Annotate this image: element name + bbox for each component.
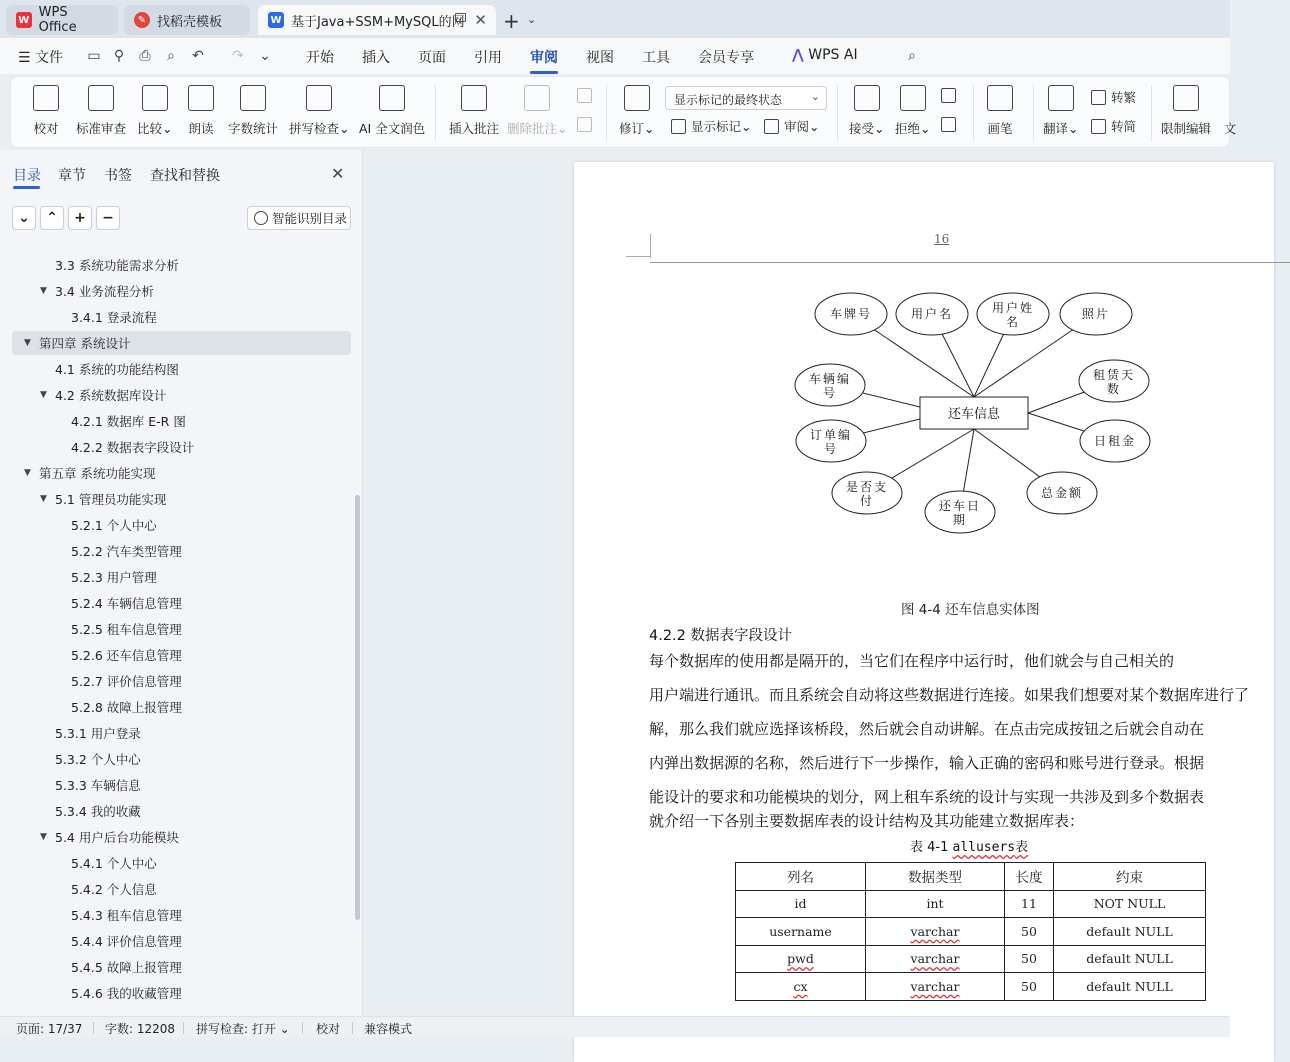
toc-item[interactable] [0,617,350,641]
magic-wand-icon [379,85,405,111]
er-diagram [574,162,1274,602]
menu-reference[interactable]: 引用 [474,50,502,66]
reject-button[interactable]: 拒绝⌄ [895,85,931,137]
tab-label: WPS Office [38,5,77,35]
search-icon[interactable]: ⌕ [908,48,916,64]
table-cell: varchar [866,918,1005,946]
expand-triangle-icon[interactable]: ▼ [24,338,31,348]
page-number: 16 [934,232,950,246]
show-markup-icon [671,119,686,134]
toc-item[interactable] [0,851,350,875]
track-changes-icon [624,85,650,111]
tab-docer[interactable] [124,5,250,35]
previous-change-icon [941,88,956,103]
toc-item-label: 3.4 业务流程分析 [55,284,154,299]
previous-comment-button[interactable] [577,88,597,103]
translate-button[interactable]: 翻译⌄ [1043,85,1079,137]
next-change-button[interactable] [941,117,961,132]
toc-item[interactable] [0,305,350,329]
show-markup-button[interactable]: 显示标记 ⌄ [671,117,752,135]
toc-item-label: 5.4.1 个人中心 [71,856,157,871]
proofread-icon [33,85,59,111]
restrict-edit-icon [1173,85,1199,111]
toc-item[interactable] [0,695,350,719]
share-icon[interactable]: ⚲ [113,48,125,64]
er-attribute-label: 期 [952,513,968,527]
previous-comment-icon [577,88,592,103]
table-cell: 50 [1005,973,1054,1001]
toc-item-label: 5.3.2 个人中心 [55,752,141,767]
er-entity-label: 还车信息 [947,407,1001,422]
toc-item[interactable] [0,331,350,355]
compare-icon [142,85,168,111]
er-attribute-label: 照片 [1081,307,1111,321]
toc-item[interactable] [0,747,350,771]
accept-icon [854,85,880,111]
pen-button[interactable]: 画笔 [987,85,1013,137]
traditional-icon [1091,90,1106,105]
tab-find-replace[interactable]: 查找和替换 [150,168,220,184]
status-divider [93,1022,94,1034]
toc-item-label: 4.2 系统数据库设计 [55,388,167,403]
active-menu-indicator [530,71,558,74]
read-aloud-icon [188,85,214,111]
word-count[interactable]: 字数: 12208 [105,1022,176,1036]
standard-review-icon [88,85,114,111]
print-preview-icon[interactable]: ⌕ [167,48,175,64]
next-comment-button[interactable] [577,117,597,132]
document-encrypt-button[interactable]: 文 [1223,121,1237,136]
tab-chapter[interactable]: 章节 [58,168,86,184]
toc-item-label: 第五章 系统功能实现 [39,466,156,481]
er-attribute-label: 是否支 [845,480,889,494]
table-header: 列名 [736,863,866,891]
toc-item[interactable] [0,825,350,849]
new-tab-plus-icon[interactable]: + [503,9,520,33]
delete-comment-button[interactable]: 删除批注⌄ [507,85,568,137]
read-aloud-button[interactable]: 朗读 [188,85,214,137]
paragraph-line: 每个数据库的使用都是隔开的，当它们在程序中运行时，他们就会与自己相关的 [649,652,1175,670]
navigation-panel [0,150,363,1016]
wps-ai-icon: ⋀ [792,47,804,63]
table-row [736,973,1206,1001]
pen-icon [987,85,1013,111]
toc-item[interactable] [0,279,350,303]
table-cell: NOT NULL [1054,890,1206,918]
toc-item-label: 5.4.6 我的收藏管理 [71,986,182,1001]
toc-item[interactable] [0,929,350,953]
toc-item-label: 3.4.1 登录流程 [71,310,157,325]
insert-comment-icon [461,85,487,111]
toc-item-label: 3.3 系统功能需求分析 [55,258,179,273]
compat-mode: 兼容模式 [364,1022,413,1036]
paragraph-line: 内弹出数据源的名称，然后进行下一步操作，输入正确的密码和账号进行登录。根据 [649,754,1205,772]
er-attribute-label: 付 [859,494,875,508]
toc-item-label: 5.4.4 评价信息管理 [71,934,182,949]
monitor-icon[interactable] [455,13,466,22]
table-cell: 11 [1005,890,1054,918]
er-attribute-label: 名 [1005,315,1021,329]
smart-toc-button[interactable]: 智能识别目录 [247,206,351,230]
toc-item-label: 5.2.5 租车信息管理 [71,622,182,637]
ribbon-divider [973,85,974,141]
tab-toc[interactable]: 目录 [13,168,41,184]
menu-tools[interactable]: 工具 [642,50,670,66]
remove-toc-button[interactable]: − [96,206,120,230]
toc-item-label: 第四章 系统设计 [39,336,131,351]
toc-scrollbar[interactable] [355,495,360,920]
translate-icon [1048,85,1074,111]
expand-triangle-icon[interactable]: ▼ [24,468,31,478]
toc-item-label: 5.3.1 用户登录 [55,726,141,741]
toc-item-label: 5.3.4 我的收藏 [55,804,141,819]
spell-check-icon [306,85,332,111]
menu-start[interactable]: 开始 [306,50,334,66]
table-cell: id [736,890,866,918]
reject-icon [900,85,926,111]
toc-item[interactable] [0,669,350,693]
status-divider [352,1022,353,1034]
er-attribute-label: 用户姓 [991,301,1035,315]
restrict-edit-button[interactable]: 限制编辑 [1161,85,1211,137]
paragraph-line: 能设计的要求和功能模块的划分，网上租车系统的设计与实现一共涉及到多个数据表 [649,788,1205,806]
paragraph-line: 就介绍一下各别主要数据库表的设计结构及其功能建立数据库表： [649,812,1085,830]
toc-item-label: 5.4.3 租车信息管理 [71,908,182,923]
toc-item[interactable] [0,435,350,459]
toc-item[interactable] [0,955,350,979]
table-caption: 表 4-1 allusers表 [910,840,1029,855]
collapse-up-button[interactable]: ⌃ [40,206,64,230]
tab-wps-office[interactable] [6,5,118,35]
docer-icon: ✎ [134,12,150,28]
tab-document[interactable] [258,5,496,35]
table-cell: int [866,890,1005,918]
table-cell: varchar [866,945,1005,973]
simplified-icon [1091,119,1106,134]
markup-state-select[interactable]: 显示标记的最终状态 ⌄ [665,86,827,110]
table-cell: 50 [1005,945,1054,973]
toc-item-label: 5.4 用户后台功能模块 [55,830,179,845]
chevron-down-icon: ⌄ [810,90,820,103]
status-bar [0,1016,1230,1037]
expand-triangle-icon[interactable]: ▼ [40,286,47,296]
active-tab-indicator [13,186,40,189]
paragraph-line: 用户端进行通讯。而且系统会自动将这些数据进行连接。如果我们想要对某个数据库进行了 [649,686,1250,704]
toc-item-label: 5.1 管理员功能实现 [55,492,167,507]
table-cell: pwd [736,945,866,973]
next-comment-icon [577,117,592,132]
file-menu[interactable]: ☰ 文件 [18,50,64,66]
menu-bar [0,38,1230,74]
menu-insert[interactable]: 插入 [362,50,390,66]
toc-item[interactable] [0,643,350,667]
table-cell: username [736,918,866,946]
close-icon[interactable]: ✕ [474,11,487,29]
close-icon[interactable]: ✕ [331,164,345,183]
toc-item-label: 5.2.7 评价信息管理 [71,674,182,689]
word-doc-icon: W [268,12,284,28]
review-pane-icon [764,119,779,134]
toc-item[interactable] [0,877,350,901]
toc-item[interactable] [0,487,350,511]
title-bar [0,0,1230,38]
toc-item-label: 5.2.2 汽车类型管理 [71,544,182,559]
toc-item[interactable] [0,539,350,563]
toc-item[interactable] [0,799,350,823]
wps-logo-icon: W [16,12,32,28]
er-attribute-label: 用户名 [910,307,954,321]
toc-item-label: 5.2.1 个人中心 [71,518,157,533]
ribbon-divider [1033,85,1034,141]
toc-item-label: 5.2.8 故障上报管理 [71,700,182,715]
tab-label: 找稻壳模板 [157,14,223,30]
toc-item[interactable] [0,513,350,537]
table-row [736,918,1206,946]
to-simplified-button[interactable]: 转简 [1091,117,1136,135]
er-attribute-label: 订单编 [809,428,853,442]
expand-triangle-icon[interactable]: ▼ [40,832,47,842]
delete-comment-icon [524,85,550,111]
menu-view[interactable]: 视图 [586,50,614,66]
toc-item[interactable] [0,253,350,277]
table-cell: default NULL [1054,973,1206,1001]
toc-item[interactable] [0,773,350,797]
toc-item[interactable] [0,357,350,381]
toc-item-label: 4.2.2 数据表字段设计 [71,440,195,455]
ribbon-divider [606,85,607,141]
toc-item-label: 5.2.6 还车信息管理 [71,648,182,663]
spell-check-button[interactable]: 拼写检查⌄ [289,85,350,137]
toc-item-label: 4.1 系统的功能结构图 [55,362,179,377]
er-attribute-label: 还车日 [938,499,982,513]
redo-icon[interactable]: ↷ [232,48,244,64]
spell-check-status[interactable]: 拼写检查: 打开 ⌄ [196,1022,290,1036]
menu-wps-ai[interactable]: ⋀ WPS AI [792,47,858,63]
chevron-down-icon[interactable]: ⌄ [259,48,271,64]
menu-member[interactable]: 会员专享 [698,50,754,66]
ribbon-divider [435,85,436,141]
smart-icon [254,211,268,225]
proofread-button[interactable]: 校对 [33,85,59,137]
save-icon[interactable]: ▭ [87,48,101,64]
to-traditional-button[interactable]: 转繁 [1091,88,1136,106]
er-attribute-label: 租赁天 [1092,368,1136,382]
menu-review[interactable]: 审阅 [530,50,558,66]
table-cell: varchar [866,973,1005,1001]
table-header: 数据类型 [866,863,1005,891]
er-attribute-label: 数 [1106,382,1122,396]
add-toc-button[interactable]: + [68,206,92,230]
accept-button[interactable]: 接受⌄ [849,85,885,137]
table-header: 约束 [1054,863,1206,891]
status-divider [302,1022,303,1034]
toc-item-label: 5.4.5 故障上报管理 [71,960,182,975]
insert-comment-button[interactable]: 插入批注 [449,85,499,137]
ribbon-divider [1151,85,1152,141]
track-changes-button[interactable]: 修订⌄ [619,85,655,137]
toc-item[interactable] [0,409,350,433]
compare-button[interactable]: 比较⌄ [137,85,173,137]
figure-caption: 图 4-4 还车信息实体图 [901,602,1040,618]
table-row [736,890,1206,918]
toc-item[interactable] [0,903,350,927]
next-change-icon [941,117,956,132]
toc-item-label: 4.2.1 数据库 E-R 图 [71,414,186,429]
undo-icon[interactable]: ↶ [192,48,204,64]
toc-item[interactable] [0,591,350,615]
ribbon-divider [837,85,838,141]
review-pane-button[interactable]: 审阅 ⌄ [764,117,820,135]
review-ribbon [10,76,1237,148]
page-indicator[interactable]: 页面: 17/37 [16,1022,83,1036]
allusers-table [735,862,1206,1001]
word-count-icon [240,85,266,111]
paragraph-line: 解，那么我们就应选择该桥段，然后就会自动讲解。在点击完成按钮之后就会自动在 [649,720,1205,738]
table-cell: default NULL [1054,945,1206,973]
toc-item-label: 5.2.4 车辆信息管理 [71,596,182,611]
toc-item-label: 5.3.3 车辆信息 [55,778,141,793]
toc-item[interactable] [0,383,350,407]
table-row [736,945,1206,973]
chevron-down-icon[interactable]: ⌄ [527,13,537,26]
print-icon[interactable]: ⎙ [139,48,151,64]
toc-item[interactable] [0,721,350,745]
standard-review-button[interactable]: 标准审查 [76,85,126,137]
er-attribute-label: 号 [823,442,839,456]
table-cell: 50 [1005,918,1054,946]
ai-polish-button[interactable]: AI 全文润色 [359,85,425,137]
er-attribute-label: 总金额 [1040,486,1084,500]
er-attribute-label: 车辆编 [808,372,852,386]
toc-item[interactable] [0,461,350,485]
er-attribute-label: 号 [822,386,838,400]
expand-down-button[interactable]: ⌄ [12,206,36,230]
proofread-status[interactable]: 校对 [316,1022,341,1036]
menu-page[interactable]: 页面 [418,50,446,66]
word-count-button[interactable]: 字数统计 [228,85,278,137]
tab-label: 基于Java+SSM+MySQL的网 [291,14,465,30]
expand-triangle-icon[interactable]: ▼ [40,390,47,400]
tab-bookmark[interactable]: 书签 [104,168,132,184]
document-area [364,150,1250,1016]
table-cell: default NULL [1054,918,1206,946]
section-heading: 4.2.2 数据表字段设计 [649,628,793,644]
table-header-row [736,863,1206,891]
expand-triangle-icon[interactable]: ▼ [40,494,47,504]
table-header: 长度 [1005,863,1054,891]
toc-item-label: 5.4.2 个人信息 [71,882,157,897]
toc-item-label: 5.2.3 用户管理 [71,570,157,585]
toc-item[interactable] [0,981,350,1005]
document-page[interactable] [574,162,1274,1062]
toc-item[interactable] [0,565,350,589]
table-cell: cx [736,973,866,1001]
er-attribute-label: 日租金 [1093,434,1137,448]
previous-change-button[interactable] [941,88,961,103]
er-attribute-label: 车牌号 [829,307,873,321]
status-divider [183,1022,184,1034]
